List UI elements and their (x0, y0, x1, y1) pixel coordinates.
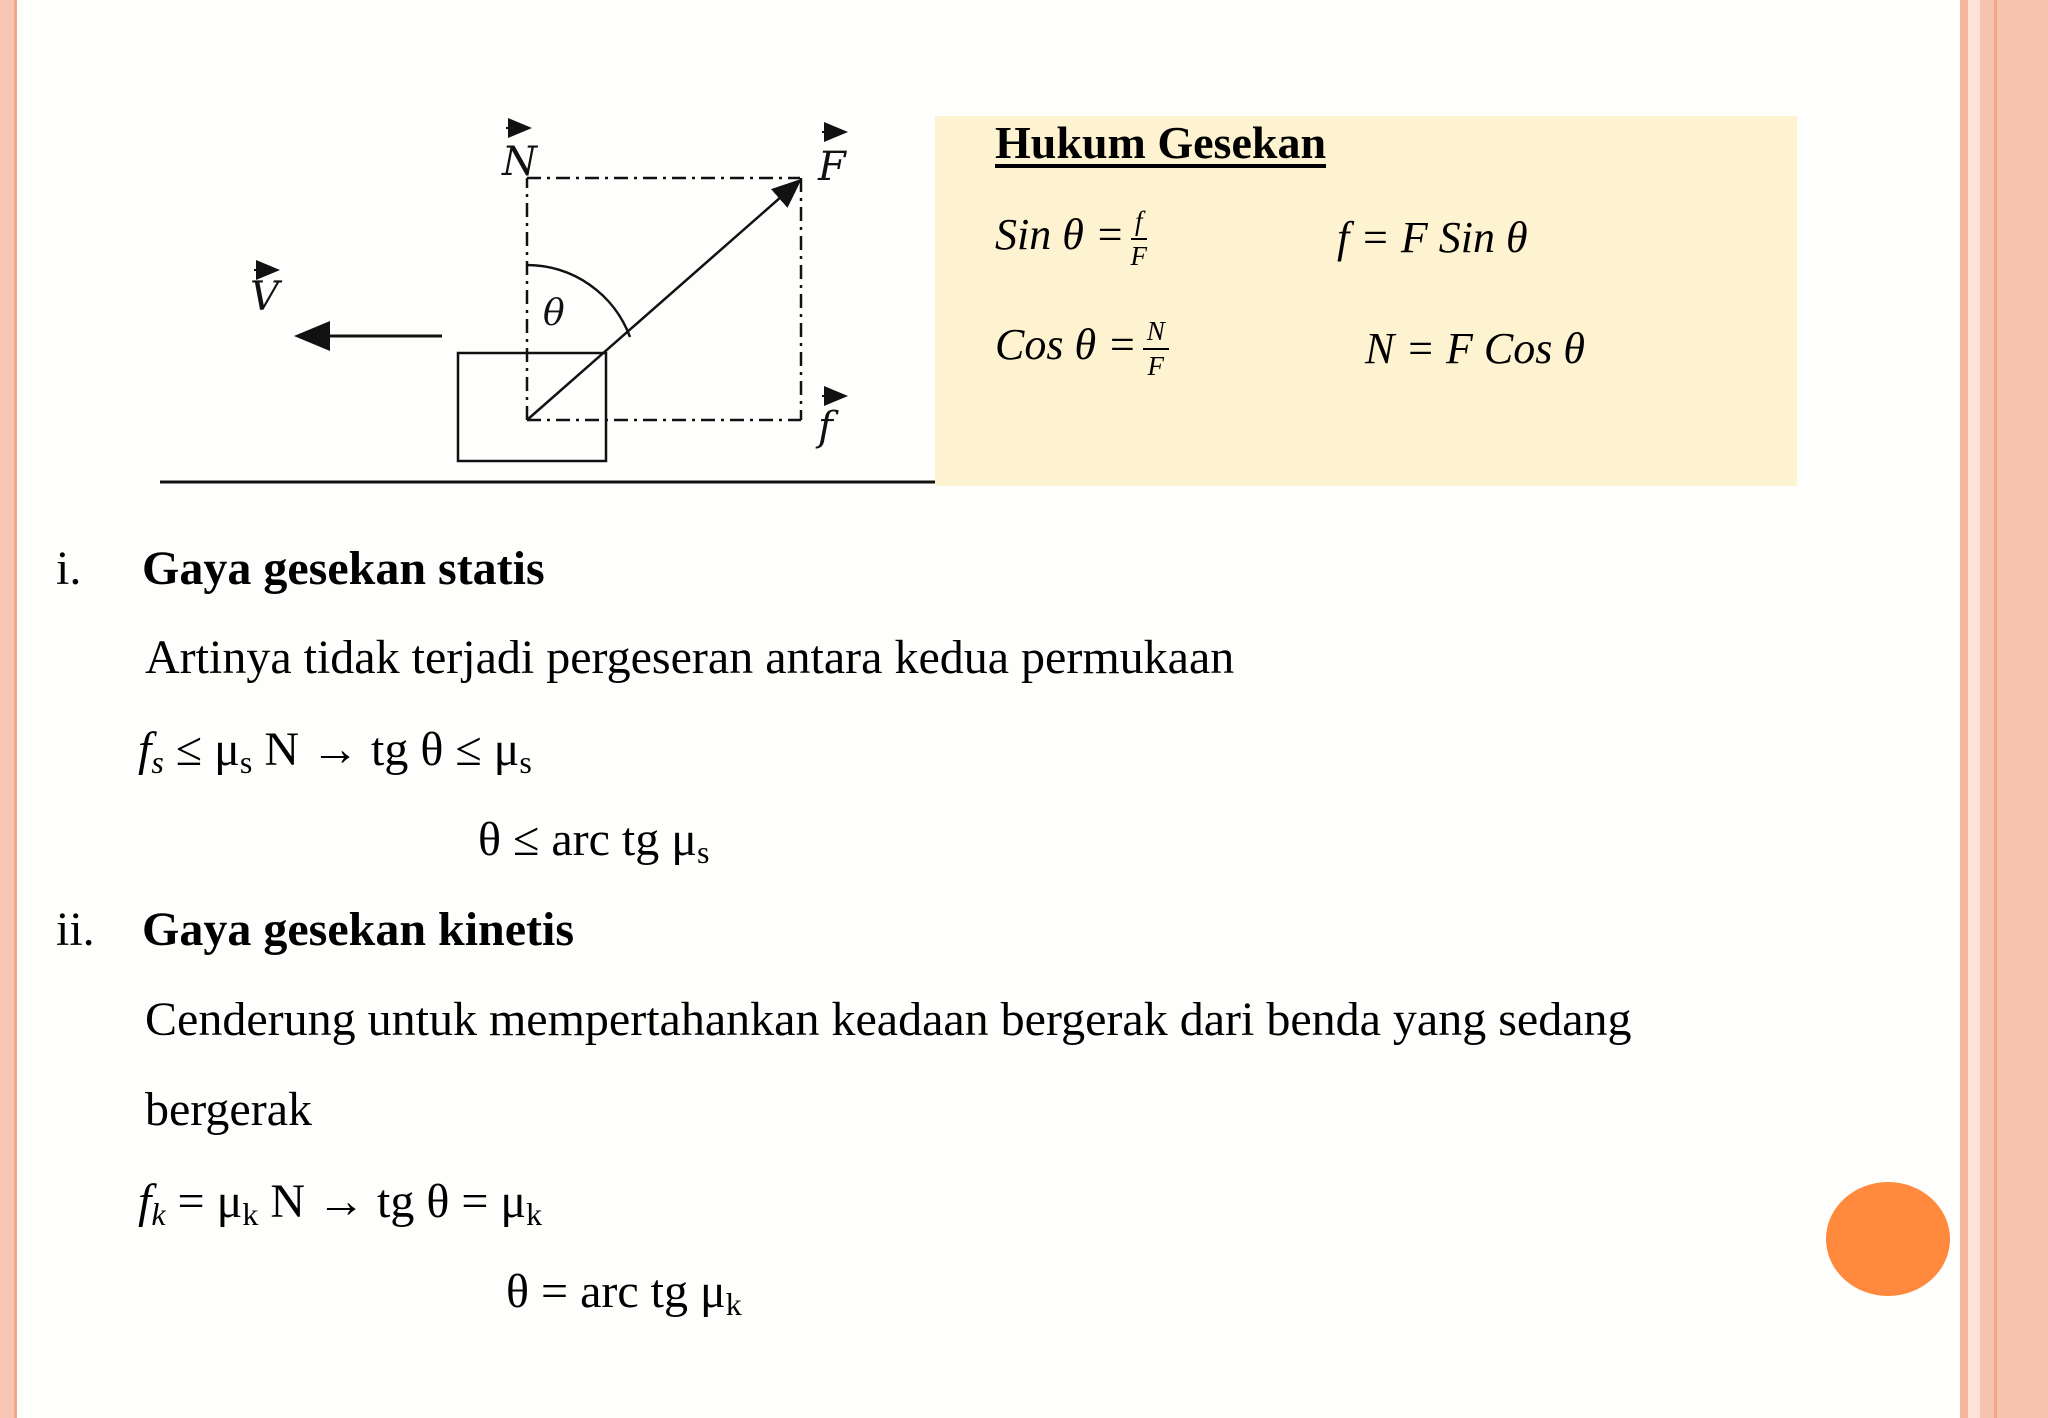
section-number-static: i. (56, 542, 82, 595)
orange-circle-decoration (1826, 1182, 1950, 1296)
force-vector-F (527, 182, 798, 420)
left-border (0, 0, 14, 1418)
label-theta: θ (543, 293, 565, 334)
box-title: Hukum Gesekan (995, 117, 1327, 168)
label-N: N (502, 139, 537, 185)
right-border-gap (1968, 0, 1980, 1418)
kinetic-description-line-2: bergerak (145, 1083, 313, 1136)
force-diagram (150, 110, 940, 490)
cos-equation: Cos θ = $\frac{N}{F}$ (995, 318, 1169, 380)
label-F: F (818, 144, 846, 190)
sin-result: f = F Sin θ (1337, 213, 1528, 262)
label-V: V (250, 274, 279, 320)
right-border-outer (1980, 0, 2048, 1418)
static-equation-1: $f_s \le \mu_s$ N → tg $\theta \le \mu_s$ (138, 723, 532, 780)
sin-equation: Sin θ = $\frac{f}{F}$ (995, 206, 1148, 271)
right-border-inner (1960, 0, 1968, 1418)
friction-law-box (935, 116, 1797, 486)
cos-result: N = F Cos θ (1365, 324, 1585, 373)
kinetic-equation-1: $f_k = \mu_k$ N → tg $\theta = \mu_k$ (138, 1175, 543, 1232)
kinetic-description-line-1: Cenderung untuk mempertahankan keadaan bergerak dari benda yang sedang (145, 993, 1632, 1046)
static-equation-2: θ ≤ arc tg $\mu_s$ (478, 813, 710, 870)
static-description: Artinya tidak terjadi pergeseran antara kedua permukaan (145, 631, 1235, 684)
section-number-kinetic: ii. (56, 903, 95, 956)
heading-kinetic-friction: Gaya gesekan kinetis (142, 903, 575, 956)
heading-static-friction: Gaya gesekan statis (142, 542, 545, 595)
kinetic-equation-2: θ = arc tg $\mu_k$ (506, 1265, 742, 1322)
label-f: f (818, 404, 833, 450)
